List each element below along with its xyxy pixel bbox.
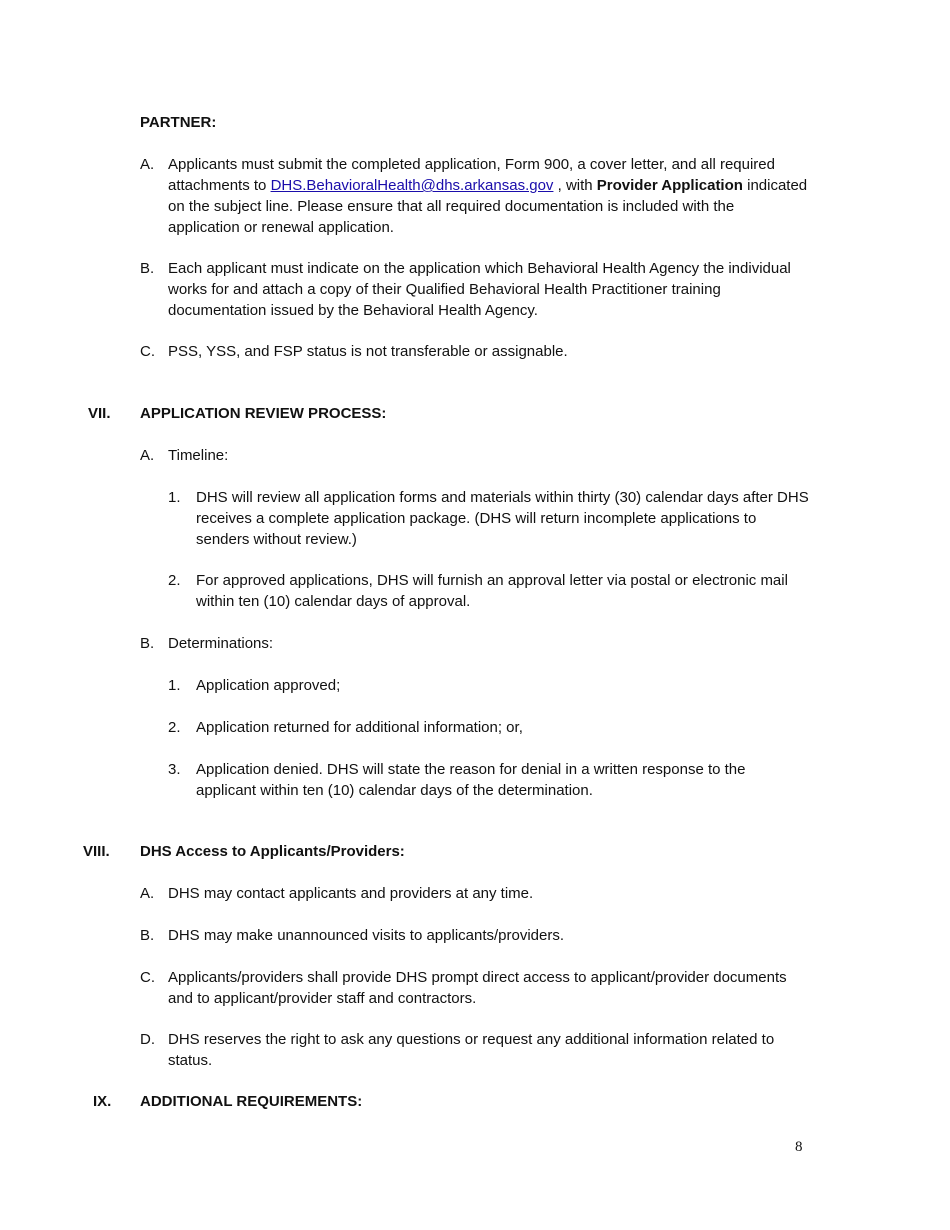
text-line: works for and attach a copy of their Qualified Behavioral Health Practitioner training <box>168 281 721 298</box>
list-marker: A. <box>140 447 155 464</box>
subheading-timeline: Timeline: <box>168 447 229 464</box>
determination-item-3 <box>196 759 745 801</box>
text-line <box>168 175 807 196</box>
list-marker: A. <box>140 885 155 902</box>
section-number: VII. <box>88 405 111 422</box>
text-line: Applicants must submit the completed application, Form 900, a cover letter, and all required <box>168 156 775 173</box>
page-number: 8 <box>795 1139 803 1155</box>
partner-item-b <box>168 258 791 321</box>
text-line: senders without review.) <box>196 531 357 548</box>
determination-item-1: Application approved; <box>196 677 341 694</box>
text-fragment: attachments to <box>168 177 271 194</box>
list-marker: B. <box>140 927 155 944</box>
text-fragment: indicated <box>742 177 808 194</box>
text-line: DHS will review all application forms and materials within thirty (30) calendar days after DHS <box>196 489 809 506</box>
access-item-a: DHS may contact applicants and providers at any time. <box>168 885 534 902</box>
list-marker: 2. <box>168 719 181 736</box>
list-marker: 1. <box>168 489 181 506</box>
section-number: IX. <box>93 1093 112 1110</box>
list-marker: A. <box>140 156 155 173</box>
text-fragment: , with <box>553 177 597 194</box>
list-marker: 3. <box>168 761 181 778</box>
text-line: application or renewal application. <box>168 219 394 236</box>
section-number: VIII. <box>83 843 110 860</box>
text-line: receives a complete application package. (DHS will return incomplete applications to <box>196 510 757 527</box>
partner-item-c <box>168 341 568 362</box>
text-line: Each applicant must indicate on the application which Behavioral Health Agency the individual <box>168 260 791 277</box>
list-marker: C. <box>140 969 155 986</box>
partner-heading: PARTNER: <box>140 114 217 131</box>
access-item-d <box>168 1029 774 1071</box>
list-marker: D. <box>140 1031 155 1048</box>
access-item-b: DHS may make unannounced visits to applicants/providers. <box>168 927 565 944</box>
bold-text: Provider Application <box>596 177 743 194</box>
text-line: applicant within ten (10) calendar days of the determination. <box>196 782 593 799</box>
subheading-determinations: Determinations: <box>168 635 274 652</box>
partner-item-a <box>168 154 807 238</box>
email-link[interactable]: DHS.BehavioralHealth@dhs.arkansas.gov <box>270 177 554 194</box>
text-line: status. <box>168 1052 213 1069</box>
section-heading: ADDITIONAL REQUIREMENTS: <box>140 1093 363 1110</box>
text-line: Applicants/providers shall provide DHS prompt direct access to applicant/provider documents <box>168 969 787 986</box>
text-line: on the subject line. Please ensure that all required documentation is included with the <box>168 198 735 215</box>
list-marker: B. <box>140 635 155 652</box>
text-line: within ten (10) calendar days of approval. <box>196 593 471 610</box>
access-item-c <box>168 967 787 1009</box>
list-marker: C. <box>140 343 155 360</box>
text-line: documentation issued by the Behavioral Health Agency. <box>168 302 538 319</box>
list-marker: 1. <box>168 677 181 694</box>
text-line: and to applicant/provider staff and contractors. <box>168 990 477 1007</box>
timeline-item-1 <box>196 487 809 550</box>
timeline-item-2 <box>196 570 788 612</box>
list-marker: 2. <box>168 572 181 589</box>
text-line: Application denied. DHS will state the reason for denial in a written response to the <box>196 761 746 778</box>
section-heading: APPLICATION REVIEW PROCESS: <box>140 405 387 422</box>
text-line: For approved applications, DHS will furnish an approval letter via postal or electronic mail <box>196 572 788 589</box>
text-line: PSS, YSS, and FSP status is not transferable or assignable. <box>168 343 568 360</box>
section-heading: DHS Access to Applicants/Providers: <box>140 843 405 860</box>
list-marker: B. <box>140 260 155 277</box>
text-line: DHS reserves the right to ask any questions or request any additional information related to <box>168 1031 775 1048</box>
determination-item-2: Application returned for additional information; or, <box>196 719 523 736</box>
